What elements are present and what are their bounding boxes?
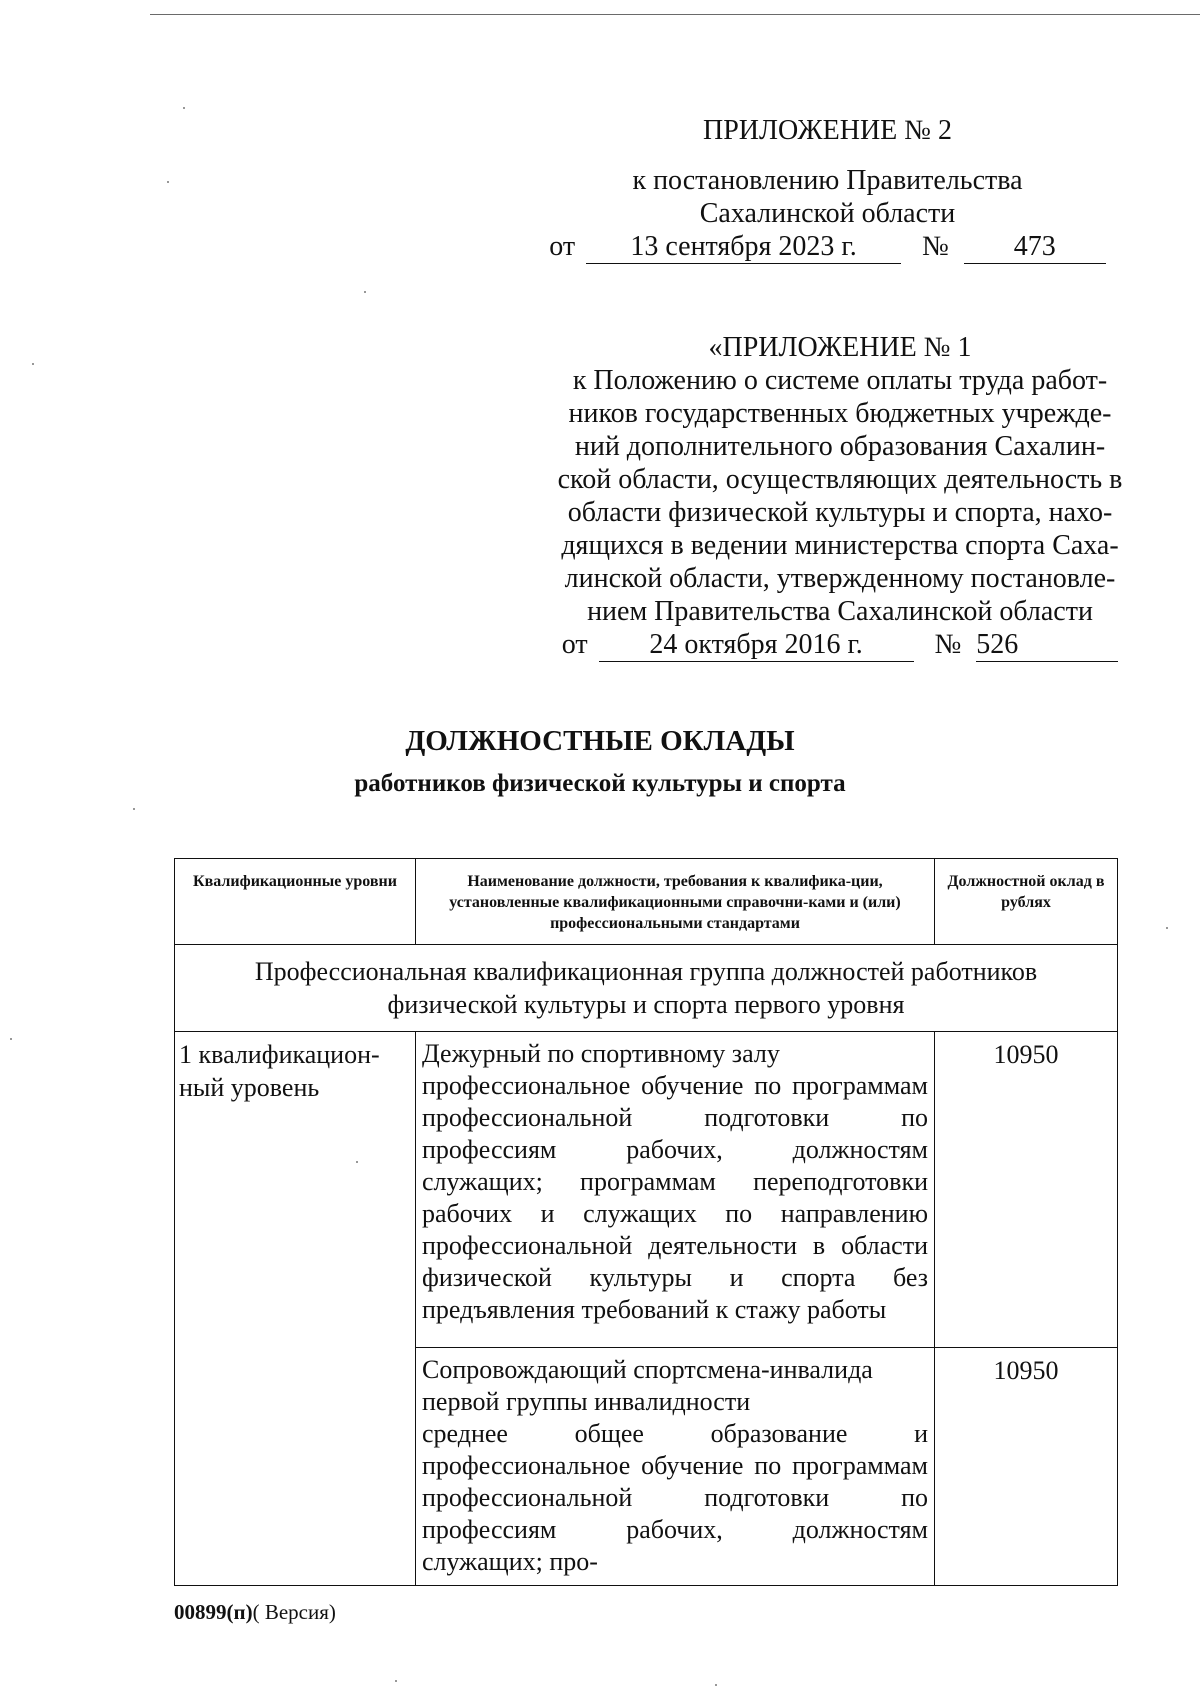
- scan-speck: [167, 181, 169, 183]
- position-cell: [416, 1032, 935, 1348]
- salary-table: [174, 858, 1118, 1586]
- decree-number: 473: [964, 230, 1106, 264]
- scan-speck: [395, 1680, 397, 1682]
- salary-value: 10950: [935, 1348, 1118, 1586]
- number-label: №: [934, 629, 962, 660]
- document-version: ( Версия): [252, 1600, 336, 1624]
- scan-speck: [364, 291, 366, 293]
- appendix-2-date-row: [545, 230, 1110, 264]
- header-position-requirements: Наименование должности, требования к квалифика-ции, установленные квалификационными справочни-ками и (или) профессиональными стандартами: [416, 859, 935, 945]
- appendix-1-title: «ПРИЛОЖЕНИЕ № 1: [708, 332, 972, 363]
- salary-value: 10950: [935, 1032, 1118, 1348]
- appendix-2-block: [545, 114, 1110, 264]
- appendix-1-date-row: [555, 628, 1125, 662]
- from-label: от: [561, 629, 588, 660]
- appendix-1-line: линской области, утвержденному постановле-: [564, 563, 1116, 594]
- appendix-1-line: ской области, осуществляющих деятельность в: [557, 464, 1123, 495]
- table-row: [175, 1032, 1118, 1348]
- qualification-level: 1 квалификацион-ный уровень: [175, 1032, 416, 1586]
- appendix-2-title: ПРИЛОЖЕНИЕ № 2: [703, 115, 952, 146]
- document-code: 00899(п): [174, 1600, 253, 1624]
- scan-speck: [183, 107, 185, 109]
- scan-speck: [356, 1161, 358, 1163]
- position-requirements: среднее общее образование и профессиональное обучение по программам профессиональной подготовки по профессиям рабочих, должностям служащих; про-: [422, 1419, 928, 1576]
- from-label: от: [549, 231, 576, 262]
- header-qualification-levels: Квалификационные уровни: [175, 859, 416, 945]
- number-label: №: [922, 231, 949, 262]
- scan-speck: [715, 1684, 717, 1686]
- position-name: Сопровождающий спортсмена-инвалида первой группы инвалидности: [422, 1355, 873, 1416]
- scan-speck: [32, 363, 34, 365]
- appendix-2-line: Сахалинской области: [699, 198, 956, 229]
- scan-speck: [10, 1038, 12, 1040]
- scan-speck: [1166, 927, 1168, 929]
- group-title: Профессиональная квалификационная группа должностей работников физической культуры и спорта первого уровня: [175, 945, 1118, 1032]
- appendix-1-line: ний дополнительного образования Сахалин-: [574, 431, 1106, 462]
- regulation-date: 24 октября 2016 г.: [599, 628, 914, 662]
- group-row: [175, 945, 1118, 1032]
- regulation-number: 526: [976, 628, 1118, 662]
- scan-edge-line: [150, 14, 1200, 15]
- appendix-1-line: дящихся в ведении министерства спорта Саха-: [561, 530, 1119, 561]
- appendix-1-block: [555, 331, 1125, 662]
- table-header-row: [175, 859, 1118, 945]
- appendix-2-line: к постановлению Правительства: [632, 165, 1023, 196]
- decree-date: 13 сентября 2023 г.: [586, 230, 901, 264]
- document-title: ДОЛЖНОСТНЫЕ ОКЛАДЫ: [405, 725, 795, 757]
- appendix-1-line: нием Правительства Сахалинской области: [587, 596, 1093, 627]
- appendix-1-line: к Положению о системе оплаты труда работ-: [572, 365, 1108, 396]
- position-cell: [416, 1348, 935, 1586]
- document-subtitle: работников физической культуры и спорта: [354, 770, 846, 797]
- position-name: Дежурный по спортивному залу: [422, 1039, 780, 1068]
- footer: [174, 1600, 336, 1625]
- appendix-1-line: ников государственных бюджетных учрежде-: [568, 398, 1112, 429]
- position-requirements: профессиональное обучение по программам профессиональной подготовки по профессиям рабочих, должностям служащих; программам переподготовки рабочих и служащих по направлению профессиональной деятельности в области физической культуры и спорта без предъявления требований к стажу работы: [422, 1071, 928, 1324]
- scan-speck: [133, 808, 135, 810]
- header-salary: Должностной оклад в рублях: [935, 859, 1118, 945]
- appendix-1-line: области физической культуры и спорта, нахо-: [567, 497, 1113, 528]
